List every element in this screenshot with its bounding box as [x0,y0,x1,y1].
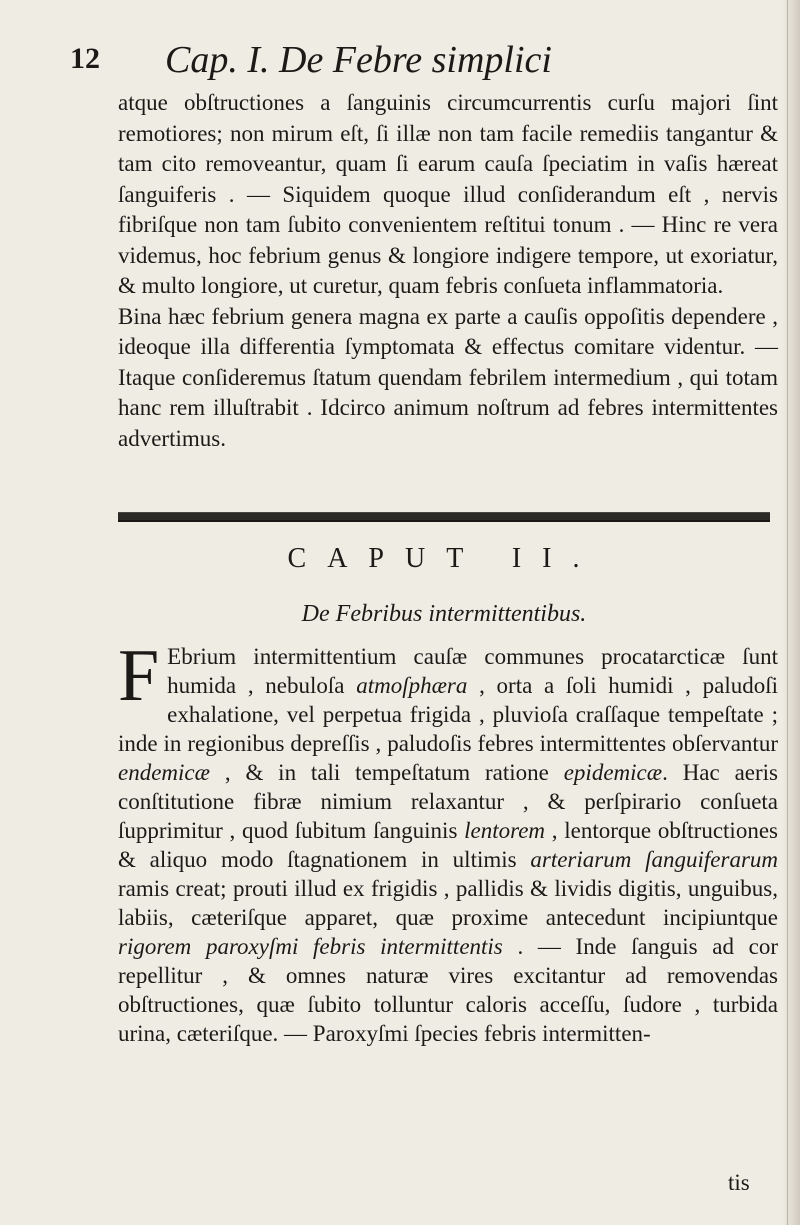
italic-term: arteriarum ſanguiferarum [530,847,779,872]
paragraph-continued: atque obſtructiones a ſanguinis circumcurrentis curſu majori ſint remotiores; non mirum eſt, ſi illæ non tam facile remediis tangantur & tam cito removeantur, quam ſi earum cauſa ſpeciatim in vaſis hæreat ſanguiferis . — Siquidem quoque illud conſiderandum eſt , nervis fibriſque non tam ſubito convenientem reſtitui tonum . — Hinc re vera videmus, hoc febrium genus & longiore indigere tempore, ut exoriatur, & multo longiore, ut curetur, quam febris conſueta inflammatoria. [118,90,778,298]
drop-cap: F [118,635,160,717]
text-run: ramis creat; prouti illud ex frigidis , pallidis & lividis digitis, unguibus, labiis, cæteriſque apparet, quæ proxime antecedunt incipiuntque [118,876,778,930]
italic-term: lentorem [464,818,546,843]
italic-term: epidemicæ [563,760,663,785]
page-number: 12 [70,42,100,75]
italic-term: endemicæ [118,760,210,785]
chapter-subtitle: De Febribus intermittentibus. [301,601,587,627]
text-run: . — Inde ſanguis ad cor repellitur , & omnes naturæ vires excitantur ad removendas obſtructiones, quæ ſubito tolluntur caloris acceſſu, ſudore , turbida urina, cæteriſque. — Paroxyſmi ſpecies febris intermitten- [118,934,778,1046]
italic-term: rigorem paroxyſmi febris intermittentis [118,934,503,959]
page-edge-line [787,0,788,1225]
catchword: tis [728,1170,750,1195]
chapter-heading: CAPUT II. [287,543,601,574]
text-run: , orta a ſoli humidi , paludoſi exhalatione, vel perpetua frigida , pluvioſa craſſaque tempeſtate ; inde in regionibus depreſſis , paludoſis febres intermittentes obſervantur [118,673,778,756]
chapter-body [118,635,779,1048]
running-title: Cap. I. De Febre simplici [165,39,552,81]
italic-term: atmoſphæra [356,673,468,698]
running-head [70,38,710,86]
text-block-top [118,88,778,454]
text-run: . Hac aeris conſtitutione fibræ nimium relaxantur , & perſpirario conſueta ſupprimitur , quod ſubitum ſanguinis [118,760,778,843]
text-run: , lentorque obſtructiones & aliquo modo ſtagnationem in ultimis [118,818,778,872]
page-edge [782,0,800,1225]
chapter-body-text [118,635,779,1046]
paragraph-bina: Bina hæc febrium genera magna ex parte a cauſis oppoſitis dependere , ideoque illa differentia ſymptomata & effectus comitare videntur. — Itaque conſideremus ſtatum quendam febrilem intermedium , qui totam hanc rem illuſtrabit . Idcirco animum noſtrum ad febres intermittentes advertimus. [118,303,778,451]
text-run: , & in tali tempeſtatum ratione [209,760,564,785]
chapter-rule [118,512,770,522]
text-run: Ebrium intermittentium cauſæ communes procatarcticæ ſunt humida , nebuloſa [167,644,778,698]
